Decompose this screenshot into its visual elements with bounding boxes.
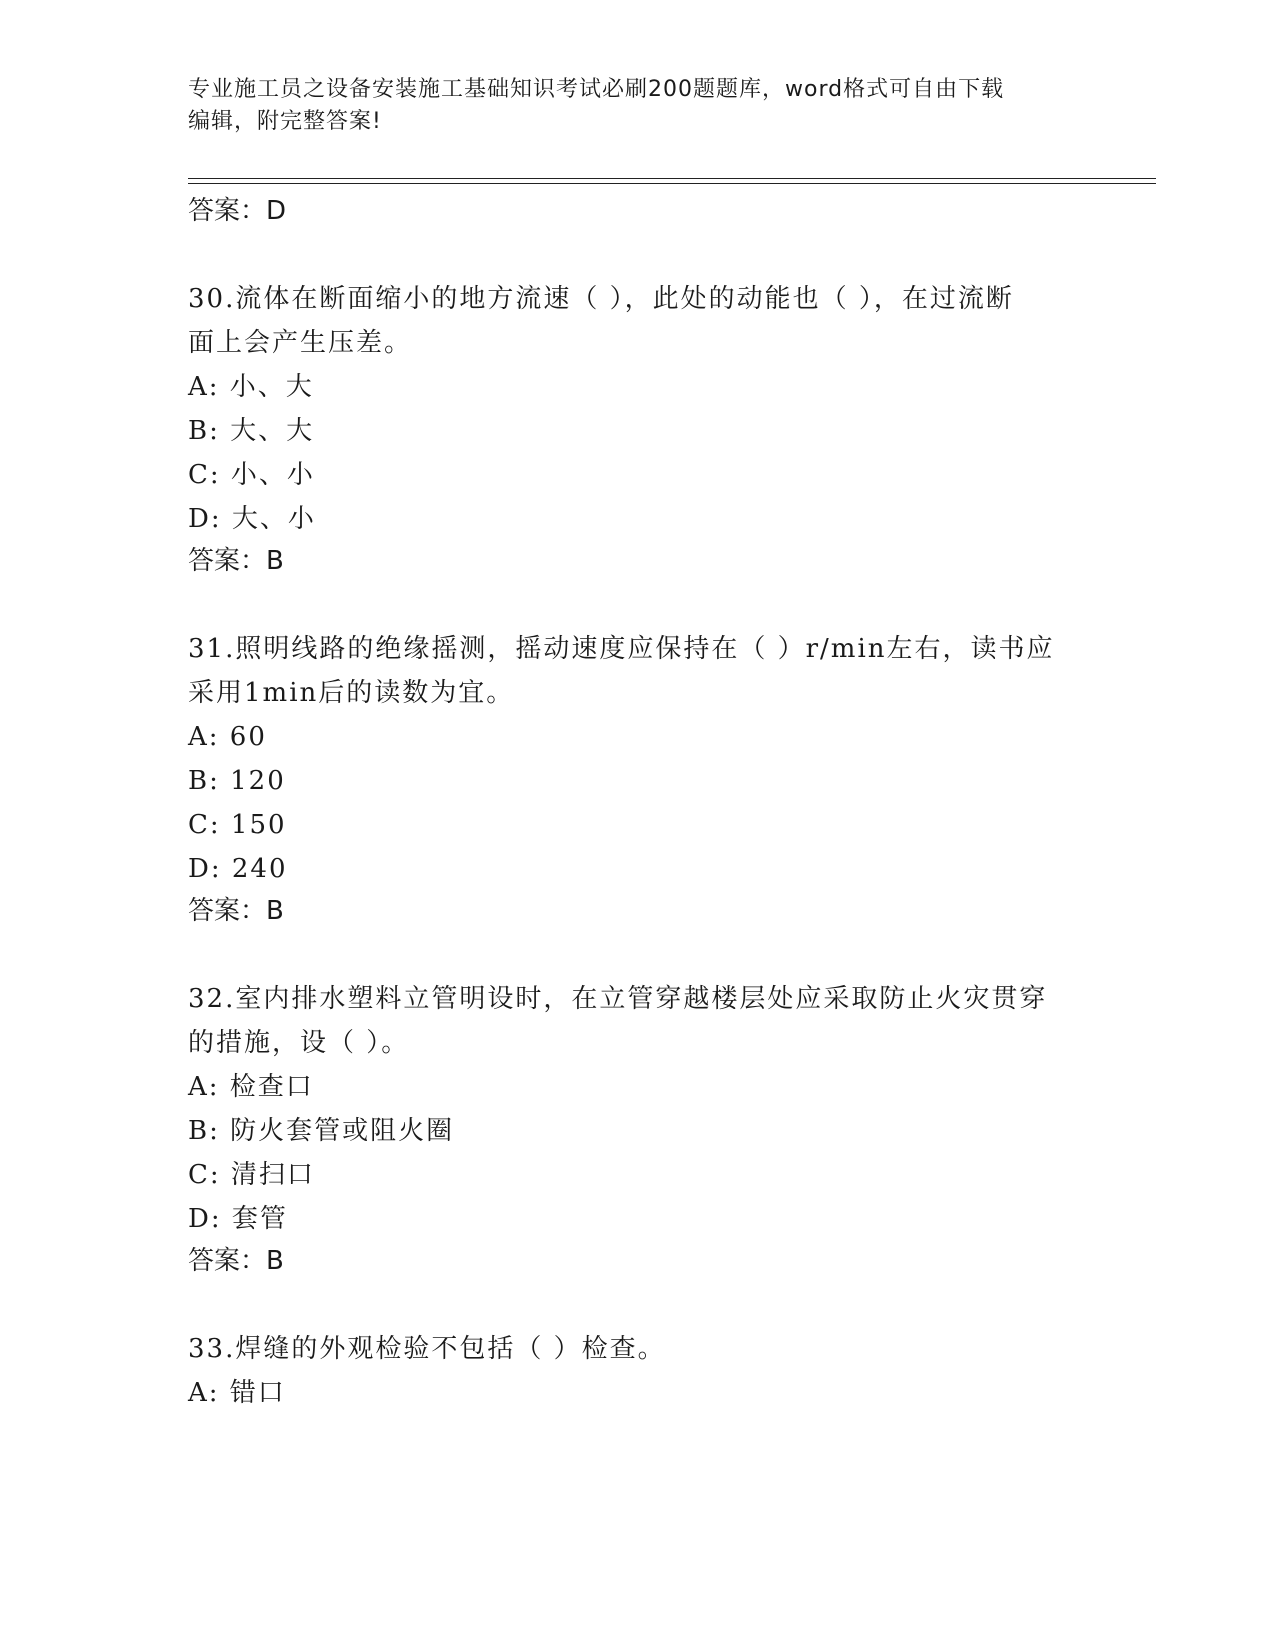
header-line-2: 编辑，附完整答案!	[188, 109, 382, 134]
header-divider-top	[188, 178, 1156, 179]
document-header	[188, 74, 1088, 138]
question-31-option-c: C: 150	[188, 810, 287, 840]
question-33-option-a: A: 错口	[188, 1378, 286, 1408]
question-31-text: 31.照明线路的绝缘摇测，摇动速度应保持在（ ）r/min左右，读书应	[188, 634, 1055, 664]
question-31-answer: 答案：B	[188, 896, 284, 926]
question-30-text: 30.流体在断面缩小的地方流速（ ），此处的动能也（ ），在过流断	[188, 284, 1014, 314]
question-32-option-a: A: 检查口	[188, 1072, 314, 1102]
question-32-answer: 答案：B	[188, 1246, 284, 1276]
question-32-option-b: B: 防火套管或阻火圈	[188, 1116, 455, 1146]
question-32-text-cont: 的措施，设（ ）。	[188, 1028, 410, 1058]
header-line-1: 专业施工员之设备安装施工基础知识考试必刷200题题库，word格式可自由下载	[188, 77, 1005, 102]
question-30-option-b: B: 大、大	[188, 416, 315, 446]
question-30-text-cont: 面上会产生压差。	[188, 328, 413, 358]
question-30-answer: 答案：B	[188, 546, 284, 576]
header-divider-bottom	[188, 183, 1156, 184]
question-31-option-a: A: 60	[188, 722, 267, 752]
question-31-option-d: D: 240	[188, 854, 288, 884]
question-31-option-b: B: 120	[188, 766, 286, 796]
question-32-text: 32.室内排水塑料立管明设时，在立管穿越楼层处应采取防止火灾贯穿	[188, 984, 1048, 1014]
question-32-option-c: C: 清扫口	[188, 1160, 315, 1190]
question-30-option-c: C: 小、小	[188, 460, 315, 490]
question-32-option-d: D: 套管	[188, 1204, 288, 1234]
question-30-option-d: D: 大、小	[188, 504, 316, 534]
question-30-option-a: A: 小、大	[188, 372, 314, 402]
question-33-text: 33.焊缝的外观检验不包括（ ）检查。	[188, 1334, 666, 1364]
answer-line: 答案：D	[188, 196, 287, 226]
question-31-text-cont: 采用1min后的读数为宜。	[188, 678, 515, 708]
